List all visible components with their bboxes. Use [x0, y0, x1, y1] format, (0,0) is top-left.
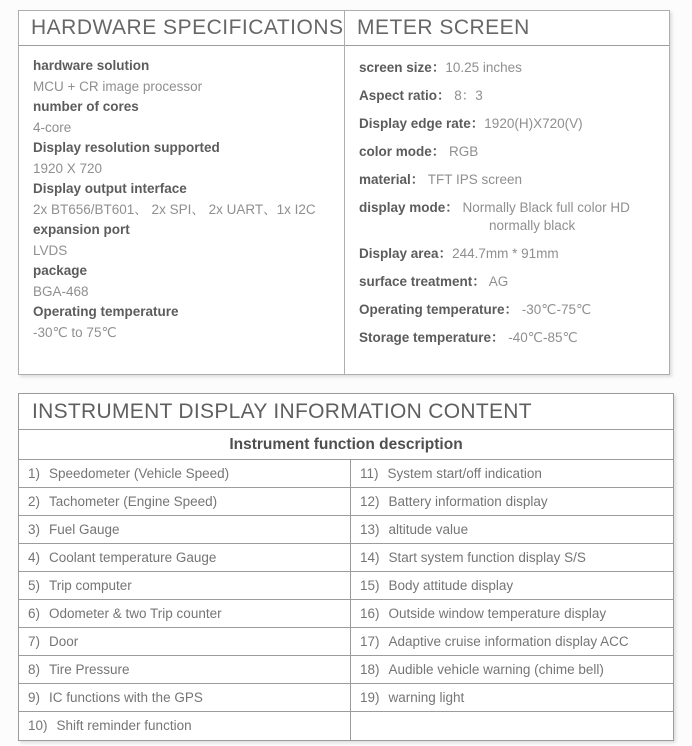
function-cell — [351, 656, 673, 683]
spec-label: surface treatment — [359, 273, 473, 289]
colon-separator: ： — [410, 172, 425, 187]
function-number: 8) — [28, 662, 41, 677]
function-cell — [19, 600, 351, 627]
spec-value: Normally Black full color HD — [458, 200, 630, 215]
function-cell — [351, 628, 673, 655]
spec-value: -30℃-75℃ — [518, 301, 592, 317]
function-text: IC functions with the GPS — [49, 690, 203, 705]
function-cell — [351, 712, 673, 740]
spec-label: Operating temperature — [33, 304, 179, 319]
function-cell — [351, 600, 673, 627]
table-row — [19, 628, 673, 656]
function-number: 7) — [28, 634, 41, 649]
table-row — [19, 460, 673, 488]
function-cell — [19, 684, 351, 711]
function-cell — [19, 572, 351, 599]
function-cell — [19, 460, 351, 487]
meter-spec-item — [359, 274, 655, 290]
spec-label: material — [359, 172, 411, 187]
table-row — [19, 656, 673, 684]
function-number: 5) — [28, 578, 41, 593]
function-cell — [19, 628, 351, 655]
function-number: 16) — [360, 606, 380, 621]
instrument-function-subtitle: Instrument function description — [19, 430, 673, 460]
function-number: 12) — [360, 494, 380, 509]
spec-label: display mode — [359, 200, 446, 215]
function-text: Outside window temperature display — [388, 606, 607, 621]
hardware-spec-item — [33, 302, 330, 343]
function-cell — [19, 516, 351, 543]
meter-screen-title: METER SCREEN — [345, 11, 669, 46]
function-text: Coolant temperature Gauge — [49, 550, 217, 565]
spec-label: Display area — [359, 245, 439, 261]
colon-separator: ： — [472, 273, 486, 289]
hardware-spec-list — [19, 46, 344, 353]
spec-label: Display resolution supported — [33, 140, 220, 155]
colon-separator: ： — [431, 60, 446, 75]
colon-separator: ： — [431, 144, 446, 159]
function-text: Shift reminder function — [56, 718, 192, 733]
function-text: Trip computer — [49, 578, 132, 593]
function-number: 9) — [28, 690, 41, 705]
function-number: 15) — [360, 578, 380, 593]
spec-label: Storage temperature — [359, 329, 492, 345]
instrument-display-title: INSTRUMENT DISPLAY INFORMATION CONTENT — [19, 394, 673, 430]
function-cell — [351, 544, 673, 571]
function-cell — [351, 684, 673, 711]
function-number: 19) — [360, 690, 380, 705]
table-row — [19, 544, 673, 572]
table-row — [19, 572, 673, 600]
function-number: 18) — [360, 662, 380, 677]
function-number: 13) — [360, 522, 380, 537]
meter-spec-list — [345, 46, 669, 358]
function-cell — [351, 572, 673, 599]
spec-value: 8：3 — [450, 88, 483, 103]
colon-separator: ： — [504, 301, 519, 317]
hardware-spec-item — [33, 220, 330, 261]
meter-spec-item — [359, 60, 655, 76]
colon-separator: ： — [437, 88, 451, 103]
hardware-spec-item — [33, 56, 330, 97]
spec-value: BGA-468 — [33, 283, 89, 299]
function-text: Fuel Gauge — [49, 522, 120, 537]
spec-label: screen size — [359, 60, 432, 75]
colon-separator: ： — [438, 245, 453, 261]
table-row — [19, 516, 673, 544]
spec-tables-card — [18, 10, 670, 375]
instrument-display-card — [18, 393, 674, 741]
function-text: Tachometer (Engine Speed) — [49, 494, 218, 509]
meter-screen-column — [345, 11, 669, 374]
function-number: 4) — [28, 550, 41, 565]
meter-spec-item — [359, 246, 655, 262]
function-cell — [19, 544, 351, 571]
function-number: 6) — [28, 606, 41, 621]
function-text: Start system function display S/S — [388, 550, 586, 565]
meter-spec-item — [359, 200, 655, 233]
spec-label: number of cores — [33, 99, 139, 114]
table-row — [19, 488, 673, 516]
spec-label: hardware solution — [33, 58, 150, 73]
function-text: System start/off indication — [387, 466, 542, 481]
spec-value: -30℃ to 75℃ — [33, 324, 117, 340]
meter-spec-item — [359, 116, 655, 132]
function-number: 3) — [28, 522, 41, 537]
spec-value: 2x BT656/BT601、 2x SPI、 2x UART、1x I2C — [33, 201, 316, 217]
spec-value: 1920(H)X720(V) — [484, 116, 583, 131]
function-text: altitude value — [388, 522, 469, 537]
meter-spec-item — [359, 172, 655, 188]
colon-separator: ： — [491, 329, 505, 345]
meter-spec-item — [359, 302, 655, 318]
hardware-spec-item — [33, 138, 330, 179]
function-cell — [351, 516, 673, 543]
function-text: Adaptive cruise information display ACC — [388, 634, 629, 649]
meter-spec-item — [359, 144, 655, 160]
spec-label: Operating temperature — [359, 301, 505, 317]
spec-label: package — [33, 263, 88, 278]
spec-value: 1920 X 720 — [33, 160, 103, 176]
colon-separator: ： — [470, 116, 485, 131]
function-text: Odometer & two Trip counter — [49, 606, 222, 621]
spec-value: LVDS — [33, 242, 68, 258]
function-text: Tire Pressure — [49, 662, 130, 677]
hardware-spec-item — [33, 179, 330, 220]
hardware-specifications-title: HARDWARE SPECIFICATIONS — [19, 11, 344, 46]
hardware-specifications-column — [19, 11, 345, 374]
hardware-spec-item — [33, 97, 330, 138]
spec-value: 4-core — [33, 119, 72, 135]
function-cell — [19, 656, 351, 683]
function-number: 10) — [28, 718, 48, 733]
function-cell — [19, 712, 351, 740]
function-text: Audible vehicle warning (chime bell) — [388, 662, 604, 677]
spec-value: 244.7mm * 91mm — [452, 245, 559, 261]
colon-separator: ： — [445, 200, 459, 215]
function-cell — [351, 460, 673, 487]
function-text: Body attitude display — [388, 578, 514, 593]
spec-value: -40℃-85℃ — [504, 329, 578, 345]
function-text: warning light — [388, 690, 465, 705]
function-number: 14) — [360, 550, 380, 565]
spec-label: Display output interface — [33, 181, 187, 196]
function-cell — [351, 488, 673, 515]
function-text: Speedometer (Vehicle Speed) — [49, 466, 230, 481]
function-text: Door — [49, 634, 79, 649]
meter-spec-item — [359, 330, 655, 346]
meter-spec-item — [359, 88, 655, 104]
function-number: 1) — [28, 466, 41, 481]
spec-value: 10.25 inches — [445, 60, 522, 75]
spec-value: AG — [485, 273, 509, 289]
table-row — [19, 600, 673, 628]
spec-value: TFT IPS screen — [424, 172, 523, 187]
function-number: 17) — [360, 634, 380, 649]
spec-label: expansion port — [33, 222, 130, 237]
function-number: 11) — [360, 466, 379, 481]
table-row — [19, 684, 673, 712]
spec-label: Display edge rate — [359, 116, 471, 131]
spec-value: RGB — [445, 144, 479, 159]
spec-label: Aspect ratio — [359, 88, 438, 103]
spec-value: MCU + CR image processor — [33, 78, 203, 94]
hardware-spec-item — [33, 261, 330, 302]
table-row — [19, 712, 673, 740]
function-number: 2) — [28, 494, 41, 509]
function-cell — [19, 488, 351, 515]
spec-label: color mode — [359, 144, 432, 159]
spec-value-line2: normally black — [489, 217, 576, 233]
function-text: Battery information display — [388, 494, 548, 509]
